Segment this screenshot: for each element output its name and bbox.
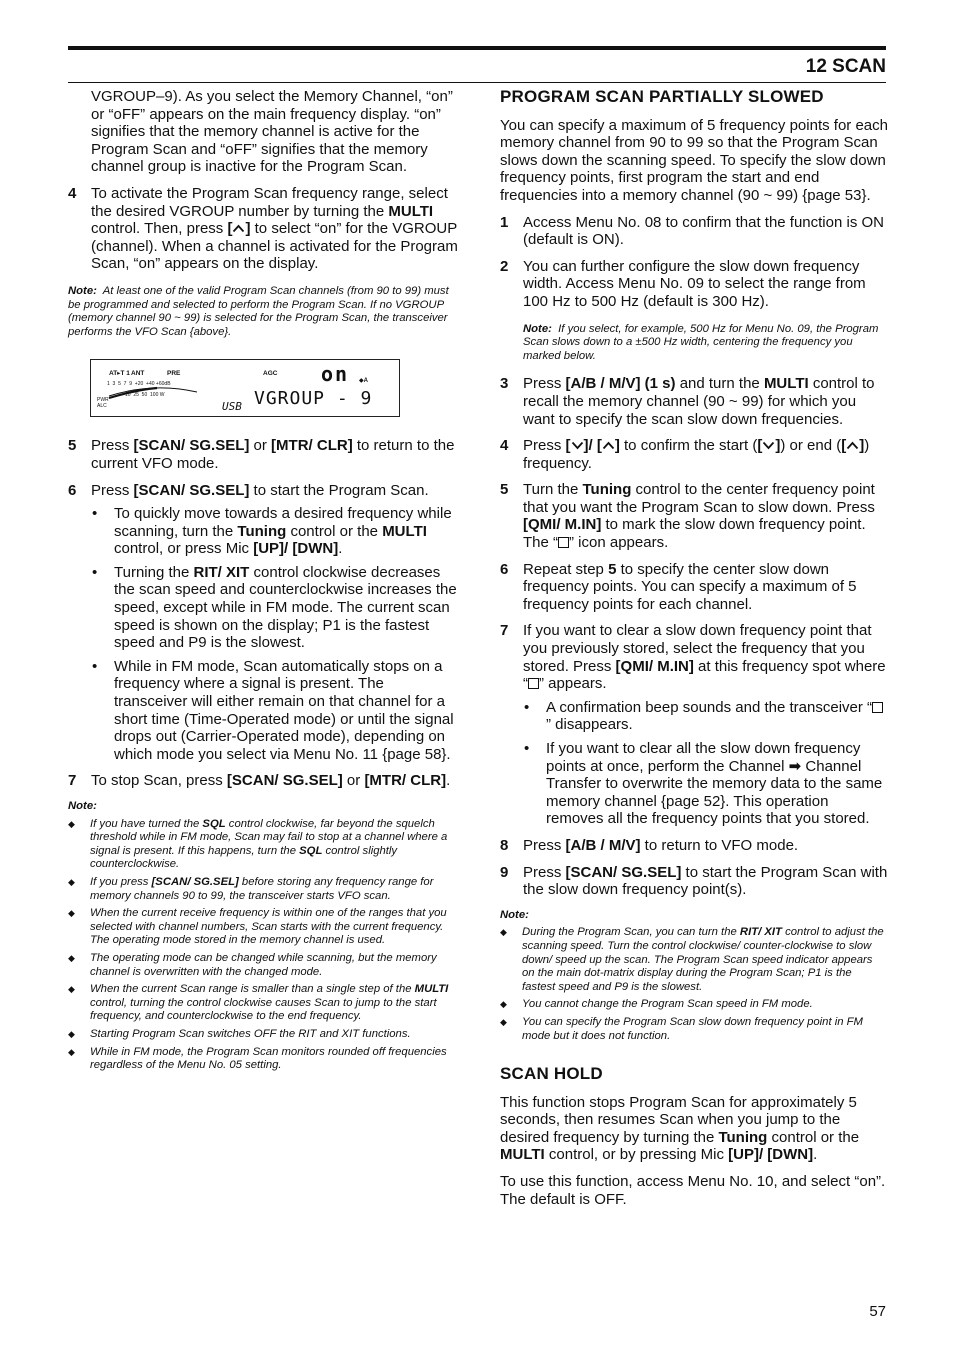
chevron-up-icon: [232, 224, 245, 233]
step-text: Press [SCAN/ SG.SEL] to start the Program Scan.: [91, 481, 429, 499]
header-rule: [68, 46, 886, 50]
notes-list: Note: ◆ During the Program Scan, you can turn the RIT/ XIT control to adjust the scanning speed. Turn the control clockwise/ counter-clockwise to slow down/ speed up the scan. The Program Scan speed indicator appears on the main dot-matrix display during the Program Scan; P1 is the fastest speed and P9 is the slowest. ◆ You cannot change the Program Scan speed in FM mode. ◆ You can specify the Program Scan slow down frequency point in FM mode but it does not function.: [500, 909, 888, 1043]
note-item: ◆ When the current receive frequency is within one of the ranges that you selected with channel numbers, Scan starts with the current frequency. The operating mode stored in the memory channel is used.: [68, 907, 447, 947]
step-7-bullets: [523, 699, 888, 828]
right-column: [500, 88, 888, 1217]
lcd-alc-label: ALC: [97, 403, 107, 410]
section-heading-partially-slowed: PROGRAM SCAN PARTIALLY SLOWED: [500, 87, 824, 106]
diamond-bullet-icon: ◆: [500, 927, 507, 938]
diamond-bullet-icon: ◆: [68, 984, 75, 995]
scan-hold-paragraph: This function stops Program Scan for approximately 5 seconds, then resumes Scan when you jump to the desired frequency by turning the Tuning control or the MULTI control, or by pressing Mic [UP]/ [DWN].: [500, 1093, 860, 1164]
lcd-ant-indicator: ANT: [131, 370, 145, 378]
list-item: • To quickly move towards a desired frequency while scanning, turn the Tuning control or the MULTI control, or press Mic [UP]/ [DWN].: [92, 505, 452, 558]
list-item: • While in FM mode, Scan automatically stops on a frequency where a signal is present. The transceiver will either remain on that channel for a short time (Time-Operated mode) or until the signal drops out (Carrier-Operated mode), depending on which mode you select via Menu No. 11 {page 58}.: [92, 657, 454, 763]
step-6: [68, 482, 458, 500]
diamond-bullet-icon: ◆: [68, 876, 75, 887]
step-8: 8 Press [A/B / M/V] to return to VFO mode.: [500, 836, 799, 854]
diamond-bullet-icon: ◆: [500, 999, 507, 1010]
step-7: 7 If you want to clear a slow down frequency point that you previously stored, select the frequency that you stored. Press [QMI/ M.IN] at this frequency spot where “ ” appears.: [500, 622, 886, 693]
step-3: 3 Press [A/B / M/V] (1 s) and turn the MULTI control to recall the memory channel (90 ~ 99) for which you want to specify the scan slow down frequencies.: [500, 375, 875, 428]
step-number: 4: [68, 184, 77, 202]
slow-point-icon: [872, 702, 883, 713]
scan-hold-menu-paragraph: To use this function, access Menu No. 10, and select “on”. The default is OFF.: [500, 1173, 886, 1208]
step-2: 2 You can further configure the slow down frequency width. Access Menu No. 09 to select the range from 100 Hz to 500 Hz (default is 300 Hz).: [500, 257, 866, 310]
step-5: [68, 437, 458, 472]
intro-paragraph: You can specify a maximum of 5 frequency points for each memory channel from 90 to 99 so that the Program Scan slows down the scanning speed. To specify the slow down frequency points, first program the start and end frequencies into a memory channel (90 ~ 99) {page 53}.: [500, 116, 888, 204]
lcd-pre-indicator: PRE: [167, 370, 181, 378]
notes-list: Note: ◆ If you have turned the SQL control clockwise, far beyond the squelch threshold while in FM mode, Scan may fail to stop at a channel where a signal is present. If this happens, turn the SQL control slightly counterclockwise. ◆ If you press [SCAN/ SG.SEL] before storing any frequency range for memory channels 90 to 99, the transceiver starts VFO scan. ◆ When the current receive frequency is within one of the ranges that you selected with channel numbers, Scan starts with the current frequency. The operating mode stored in the memory channel is used. ◆ The operating mode can be changed while scanning, but the memory channel is overwritten with the changed mode. ◆ When the current Scan range is smaller than a single step of the MULTI control, turning the control clockwise causes Scan to jump to the start frequency, and counterclockwise to the end frequency. ◆ Starting Program Scan switches OFF the RIT and XIT functions. ◆ While in FM mode, the Program Scan monitors rounded off frequencies regardless of the Menu No. 05 setting.: [68, 800, 458, 1073]
chapter-title: 12 SCAN: [805, 56, 886, 77]
continued-paragraph: VGROUP–9). As you select the Memory Channel, “on” or “oFF” appears on the main frequency display. “on” signifies that the memory channel is active for the Program Scan and “oFF” signifies that the memory channel group is inactive for the Program Scan.: [91, 88, 453, 176]
step-9: 9 Press [SCAN/ SG.SEL] to start the Program Scan with the slow down frequency point(s).: [500, 863, 888, 899]
step-5: 5 Turn the Tuning control to the center frequency point that you want the Program Scan to slow down. Press [QMI/ M.IN] to mark the slow down frequency point. The “ ” icon appears.: [500, 481, 875, 552]
step-number: 7: [68, 772, 77, 790]
section-heading-scan-hold: SCAN HOLD: [500, 1064, 603, 1084]
note-item: ◆ If you have turned the SQL control clockwise, far beyond the squelch threshold while in FM mode, Scan may fail to stop at a channel where a signal is present. If this happens, turn the SQL control slightly counterclockwise.: [68, 817, 448, 871]
note-item: ◆ During the Program Scan, you can turn the RIT/ XIT control to adjust the scanning speed. Turn the control clockwise/ counter-clockwise to slow down/ speed up the scan. The Program Scan speed indicator appears on the main dot-matrix display during the Program Scan; P1 is the fastest speed and P9 is the slowest.: [500, 926, 884, 993]
lcd-vgroup-display: VGROUP - 9: [254, 388, 373, 410]
diamond-bullet-icon: ◆: [68, 1046, 75, 1057]
chevron-down-icon: [571, 441, 584, 450]
step-7: [68, 772, 458, 790]
step-4: [68, 185, 458, 273]
header-divider: [68, 82, 886, 83]
note-item: ◆ You cannot change the Program Scan speed in FM mode.: [500, 998, 813, 1011]
note-valid-channels: Note: At least one of the valid Program Scan channels (from 90 to 99) must be programmed and selected to perform the Program Scan. If no VGROUP (memory channel 90 ~ 99) is selected for the Program Scan, the transceiver performs the VFO Scan {above}.: [68, 284, 449, 338]
diamond-bullet-icon: ◆: [68, 1028, 75, 1039]
lcd-at-indicator: AT▸T 1: [109, 370, 130, 378]
step-text: Press [SCAN/ SG.SEL] or [MTR/ CLR] to return to the current VFO mode.: [91, 437, 455, 472]
lcd-pwr-label: PWR: [97, 397, 109, 404]
step-4: 4 Press [ ]/ [ ] to confirm the start ([ ]) or end ([ ]) frequency.: [500, 437, 870, 472]
lcd-agc-indicator: AGC: [263, 370, 278, 378]
step-1: 1 Access Menu No. 08 to confirm that the function is ON (default is ON).: [500, 213, 884, 249]
lcd-mode-indicator: USB: [222, 400, 242, 414]
note-item: ◆ The operating mode can be changed while scanning, but the memory channel is overwritten with the changed mode.: [68, 951, 437, 978]
note-item: ◆ You can specify the Program Scan slow down frequency point in FM mode but it does not function.: [500, 1015, 863, 1042]
list-item: • Turning the RIT/ XIT control clockwise decreases the scan speed and counterclockwise increases the speed, except while in FM mode. The current scan speed is shown on the display; P1 is the fastest speed and P9 is the slowest.: [92, 563, 457, 652]
lcd-on-indicator: on: [321, 362, 350, 387]
page-number: 57: [869, 1303, 886, 1320]
note-item: ◆ When the current Scan range is smaller than a single step of the MULTI control, turning the control clockwise causes Scan to jump to the start frequency, and counterclockwise to the end frequency.: [68, 983, 449, 1023]
diamond-bullet-icon: ◆: [68, 908, 75, 919]
diamond-bullet-icon: ◆: [68, 818, 75, 829]
step-number: 6: [68, 481, 77, 499]
lcd-power-scale: 10 25 50 100 W: [125, 392, 165, 399]
right-arrow-icon: ➡: [788, 757, 802, 775]
note-item: ◆ Starting Program Scan switches OFF the RIT and XIT functions.: [68, 1027, 411, 1040]
step-6-bullets: [91, 505, 458, 763]
step-6: 6 Repeat step 5 to specify the center slow down frequency points. You can specify a maximum of 5 frequency points for each channel.: [500, 560, 857, 613]
step-number: 5: [68, 437, 77, 455]
diamond-bullet-icon: ◆: [68, 952, 75, 963]
lcd-s-meter-scale: 1 3 5 7 9 +20 +40 +60dB: [107, 381, 171, 388]
slow-point-icon: [528, 678, 539, 689]
chevron-up-icon: [846, 441, 859, 450]
note-item: ◆ While in FM mode, the Program Scan monitors rounded off frequencies regardless of the Menu No. 05 setting.: [68, 1045, 447, 1072]
chevron-down-icon: [762, 441, 775, 450]
left-column: [68, 88, 458, 1077]
step-text: To stop Scan, press [SCAN/ SG.SEL] or [MTR/ CLR].: [91, 772, 451, 790]
chevron-up-icon: [602, 441, 615, 450]
note-slow-width: Note: If you select, for example, 500 Hz for Menu No. 09, the Program Scan slows down to a ±500 Hz width, centering the frequency you marked below.: [523, 322, 879, 362]
step-text: To activate the Program Scan frequency range, select the desired VGROUP number by turning the MULTI control. Then, press [ ] to select “on” for the VGROUP (channel). When a channel is activated for the Program Scan, “on” appears on the display.: [91, 184, 458, 273]
list-item: • A confirmation beep sounds and the transceiver “” disappears.: [523, 699, 888, 734]
list-item: • If you want to clear all the slow down frequency points at once, perform the Channel ➡ Channel Transfer to overwrite the memory data to the same memory channel {page 52}. This operation removes all the frequency points that you stored.: [524, 740, 883, 828]
slow-point-icon: [558, 537, 569, 548]
diamond-bullet-icon: ◆: [500, 1016, 507, 1027]
lcd-display-illustration: [90, 359, 400, 417]
note-item: ◆ If you press [SCAN/ SG.SEL] before storing any frequency range for memory channels 90 to 99, the transceiver starts VFO scan.: [68, 875, 434, 902]
lcd-a-indicator: ◆A: [359, 378, 368, 385]
